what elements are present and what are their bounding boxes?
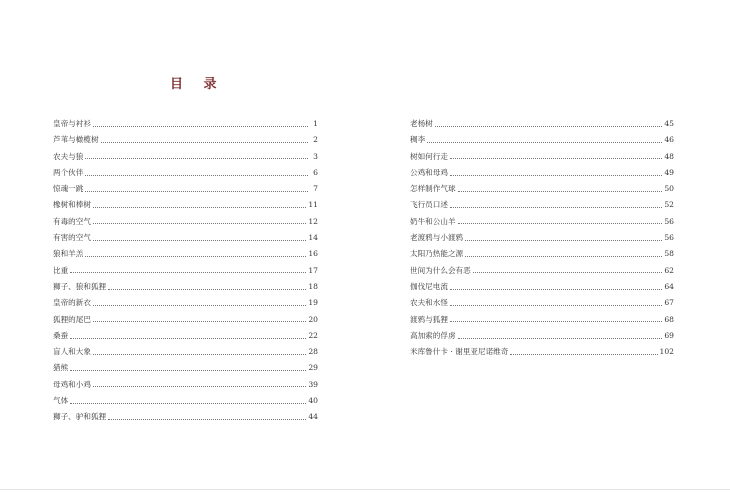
- dot-leader: [85, 191, 308, 192]
- toc-entry-title: 比重: [53, 265, 69, 275]
- toc-entry-page: 19: [308, 298, 318, 308]
- bottom-divider: [0, 489, 730, 490]
- toc-entry[interactable]: [53, 263, 318, 279]
- toc-entry-page: 20: [308, 314, 318, 324]
- toc-entry-page: 62: [664, 265, 674, 275]
- toc-entry-title: 橡树和棒树: [53, 200, 91, 210]
- dot-leader: [427, 142, 662, 143]
- toc-entry-title: 气体: [53, 396, 69, 406]
- toc-entry-page: 58: [664, 249, 674, 259]
- toc-entry[interactable]: [53, 197, 318, 213]
- toc-entry-page: 29: [308, 363, 318, 373]
- toc-entry-page: 17: [308, 265, 318, 275]
- toc-entry-title: 老杨树: [410, 119, 433, 128]
- toc-entry-page: 69: [664, 330, 674, 340]
- toc-entry[interactable]: [53, 409, 318, 425]
- toc-entry-title: 公鸡和母鸡: [410, 167, 448, 177]
- dot-leader: [70, 370, 306, 371]
- dot-leader: [93, 240, 306, 241]
- toc-entry[interactable]: [410, 246, 674, 262]
- toc-entry-title: 狮子、狼和狐狸: [53, 281, 107, 291]
- toc-entry-title: 太阳乃热能之源: [410, 249, 464, 259]
- dot-leader: [93, 223, 306, 224]
- dot-leader: [85, 175, 308, 176]
- toc-entry-title: 农夫与狼: [53, 151, 84, 161]
- toc-entry[interactable]: [410, 197, 674, 213]
- toc-entry-title: 狮子、驴和狐狸: [53, 412, 107, 422]
- toc-entry-page: 50: [664, 184, 674, 194]
- toc-entry[interactable]: [53, 214, 318, 230]
- toc-entry-page: 68: [664, 314, 674, 324]
- toc-entry[interactable]: [53, 393, 318, 409]
- dot-leader: [93, 126, 308, 127]
- dot-leader: [458, 338, 663, 339]
- toc-entry-title: 芦苇与橄榄树: [53, 135, 99, 145]
- toc-entry[interactable]: [53, 360, 318, 376]
- toc-entry-page: 49: [664, 167, 674, 177]
- dot-leader: [450, 305, 662, 306]
- toc-entry-title: 渡鸦与狐狸: [410, 314, 448, 324]
- toc-entry-title: 伽伐尼电流: [410, 281, 448, 291]
- toc-entry-page: 44: [308, 412, 318, 422]
- toc-entry-title: 奶牛和公山羊: [410, 216, 456, 226]
- toc-entry-page: 56: [664, 216, 674, 226]
- toc-entry-title: 狐狸的尾巴: [53, 314, 91, 324]
- toc-entry[interactable]: [410, 279, 674, 295]
- dot-leader: [108, 289, 306, 290]
- toc-entry[interactable]: [53, 116, 318, 132]
- toc-entry[interactable]: [53, 328, 318, 344]
- toc-entry[interactable]: [53, 165, 318, 181]
- toc-entry[interactable]: [410, 263, 674, 279]
- dot-leader: [473, 272, 663, 273]
- toc-entry-page: 64: [664, 281, 674, 291]
- dot-leader: [450, 207, 662, 208]
- dot-leader: [70, 272, 306, 273]
- toc-entry[interactable]: [410, 214, 674, 230]
- toc-entry[interactable]: [410, 116, 674, 132]
- dot-leader: [85, 158, 308, 159]
- toc-entry[interactable]: [53, 132, 318, 148]
- toc-entry[interactable]: [53, 377, 318, 393]
- toc-entry-title: 盲人和大象: [53, 347, 91, 357]
- dot-leader: [510, 354, 657, 355]
- toc-entry-title: 稠李: [410, 135, 426, 145]
- toc-entry-title: 农夫和水怪: [410, 298, 448, 308]
- toc-entry-title: 怎样制作气球: [410, 184, 456, 194]
- toc-entry[interactable]: [410, 181, 674, 197]
- toc-entry-page: 67: [664, 298, 674, 308]
- toc-entry[interactable]: [53, 344, 318, 360]
- toc-entry-title: 老渡鸦与小渡鸦: [410, 233, 464, 243]
- toc-entry-title: 飞行员口述: [410, 200, 448, 210]
- toc-entry[interactable]: [410, 132, 674, 148]
- toc-entry-title: 有毒的空气: [53, 216, 91, 226]
- dot-leader: [435, 126, 663, 127]
- toc-entry-page: 2: [313, 135, 318, 145]
- toc-entry-page: 3: [313, 151, 318, 161]
- dot-leader: [101, 142, 308, 143]
- toc-entry-page: 16: [308, 249, 318, 259]
- toc-entry-page: 11: [308, 200, 318, 210]
- dot-leader: [450, 321, 662, 322]
- toc-entry-title: 两个伙伴: [53, 167, 84, 177]
- toc-entry-title: 皇帝的新衣: [53, 298, 91, 308]
- toc-entry[interactable]: [410, 295, 674, 311]
- toc-entry[interactable]: [410, 312, 674, 328]
- toc-entry-page: 14: [308, 233, 318, 243]
- toc-entry-title: 米库鲁什卡 · 谢里亚尼诺维奇: [410, 347, 509, 357]
- toc-right-column: [410, 116, 674, 360]
- toc-entry-title: 有害的空气: [53, 233, 91, 243]
- toc-entry-page: 45: [664, 119, 674, 128]
- toc-entry[interactable]: [53, 312, 318, 328]
- dot-leader: [450, 175, 662, 176]
- dot-leader: [85, 256, 306, 257]
- dot-leader: [108, 419, 306, 420]
- toc-entry-page: 22: [308, 330, 318, 340]
- toc-entry-page: 7: [313, 184, 318, 194]
- toc-entry[interactable]: [410, 149, 674, 165]
- toc-entry-title: 惊魂一跳: [53, 184, 84, 194]
- dot-leader: [93, 386, 306, 387]
- toc-entry-page: 39: [308, 379, 318, 389]
- toc-entry-title: 皇帝与衬衫: [53, 119, 91, 128]
- toc-entry-page: 46: [664, 135, 674, 145]
- dot-leader: [458, 191, 663, 192]
- toc-entry[interactable]: [53, 230, 318, 246]
- toc-entry-page: 40: [308, 396, 318, 406]
- dot-leader: [458, 223, 663, 224]
- toc-entry[interactable]: [410, 344, 674, 360]
- toc-entry-page: 56: [664, 233, 674, 243]
- toc-entry-page: 52: [664, 200, 674, 210]
- toc-entry-title: 树如何行走: [410, 151, 448, 161]
- toc-left-column: [53, 116, 318, 426]
- toc-entry-page: 6: [313, 167, 318, 177]
- dot-leader: [70, 338, 306, 339]
- toc-entry-page: 18: [308, 281, 318, 291]
- toc-entry[interactable]: [410, 230, 674, 246]
- toc-entry[interactable]: [410, 165, 674, 181]
- toc-entry[interactable]: [53, 149, 318, 165]
- toc-entry[interactable]: [53, 246, 318, 262]
- dot-leader: [93, 321, 306, 322]
- toc-entry-title: 桑蚕: [53, 330, 69, 340]
- dot-leader: [450, 289, 662, 290]
- dot-leader: [93, 207, 306, 208]
- toc-entry-title: 猎熊: [53, 363, 69, 373]
- toc-entry[interactable]: [410, 328, 674, 344]
- dot-leader: [93, 354, 306, 355]
- toc-entry[interactable]: [53, 181, 318, 197]
- dot-leader: [465, 240, 662, 241]
- dot-leader: [70, 403, 306, 404]
- toc-entry[interactable]: [53, 279, 318, 295]
- dot-leader: [465, 256, 662, 257]
- toc-entry-page: 102: [659, 347, 674, 357]
- toc-title: 目 录: [170, 77, 225, 92]
- toc-entry-title: 世间为什么会有恶: [410, 265, 471, 275]
- toc-entry[interactable]: [53, 295, 318, 311]
- dot-leader: [450, 158, 662, 159]
- toc-entry-page: 1: [313, 119, 318, 128]
- toc-entry-page: 48: [664, 151, 674, 161]
- toc-entry-page: 12: [308, 216, 318, 226]
- toc-entry-title: 母鸡和小鸡: [53, 379, 91, 389]
- toc-entry-title: 狼和羊羔: [53, 249, 84, 259]
- toc-entry-title: 高加索的俘虏: [410, 330, 456, 340]
- toc-entry-page: 28: [308, 347, 318, 357]
- dot-leader: [93, 305, 306, 306]
